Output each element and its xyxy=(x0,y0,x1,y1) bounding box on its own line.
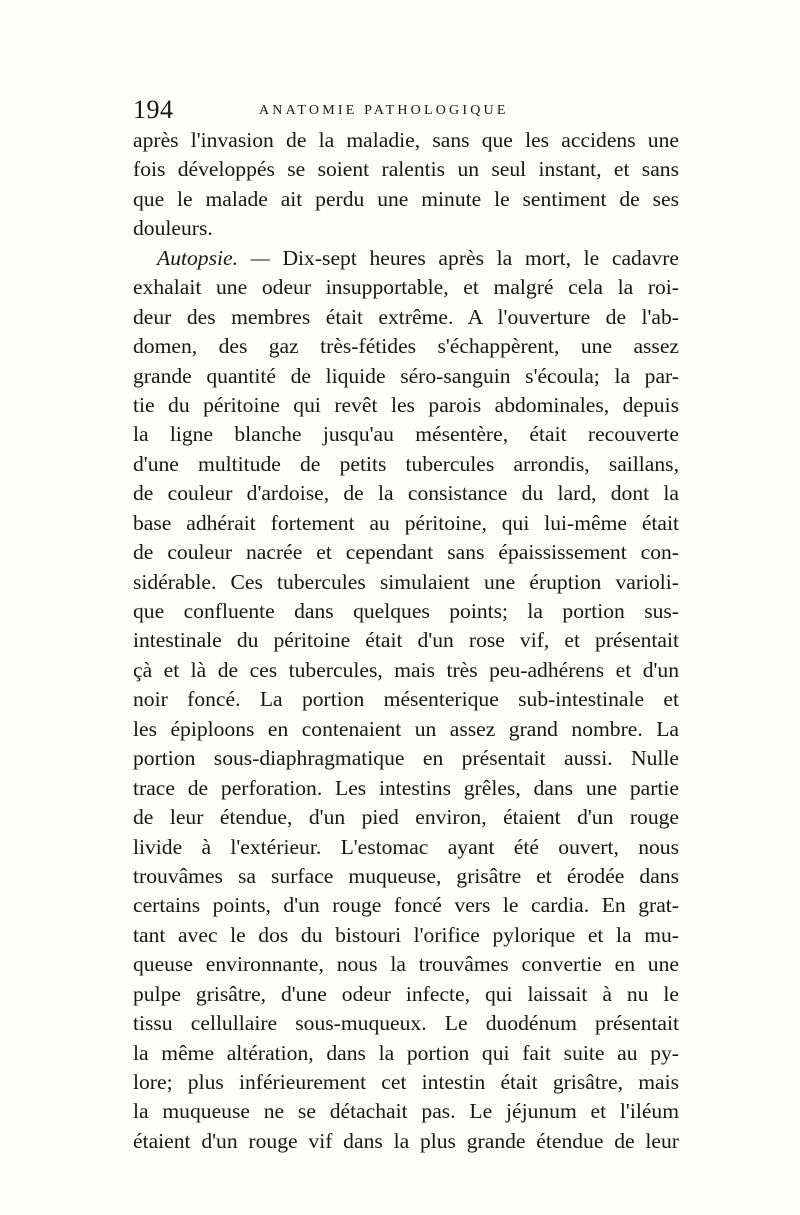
text-line: de leur étendue, d'un pied environ, étaient d'un rouge xyxy=(133,805,679,830)
text-line: livide à l'extérieur. L'estomac ayant été ouvert, nous xyxy=(133,834,679,859)
text-line: sidérable. Ces tubercules simulaient une éruption varioli- xyxy=(133,569,679,594)
body-text xyxy=(133,126,679,1156)
text-line: que confluente dans quelques points; la portion sus- xyxy=(133,599,679,623)
text-line: tie du péritoine qui revêt les parois abdominales, depuis xyxy=(133,392,679,417)
text-line: tant avec le dos du bistouri l'orifice pylorique et la mu- xyxy=(133,922,679,947)
running-title: ANATOMIE PATHOLOGIQUE xyxy=(259,103,509,118)
text-line: de couleur nacrée et cependant sans épaississement con- xyxy=(133,540,679,565)
text-line: la ligne blanche jusqu'au mésentère, était recouverte xyxy=(133,422,679,447)
text-line: fois développés se soient ralentis un seul instant, et sans xyxy=(133,157,679,182)
text-line: que le malade ait perdu une minute le sentiment de ses xyxy=(133,186,679,211)
text-line: après l'invasion de la maladie, sans que les accidens une xyxy=(133,128,679,152)
page-number: 194 xyxy=(133,95,174,124)
text-line: grande quantité de liquide séro-sanguin s'écoula; la par- xyxy=(133,363,679,388)
text-line: certains points, d'un rouge foncé vers le cardia. En grat- xyxy=(133,893,679,918)
text-line: trouvâmes sa surface muqueuse, grisâtre et érodée dans xyxy=(133,863,679,888)
text-line: les épiploons en contenaient un assez grand nombre. La xyxy=(133,716,679,741)
text-line: de couleur d'ardoise, de la consistance du lard, dont la xyxy=(133,481,679,506)
text-line: lore; plus inférieurement cet intestin était grisâtre, mais xyxy=(133,1070,679,1094)
text-line: pulpe grisâtre, d'une odeur infecte, qui laissait à nu le xyxy=(133,981,679,1006)
text-line-autopsie xyxy=(133,244,679,273)
text-line: deur des membres était extrême. A l'ouverture de l'ab- xyxy=(133,304,679,329)
text-line: portion sous-diaphragmatique en présentait aussi. Nulle xyxy=(133,746,679,771)
autopsie-label: Autopsie. — xyxy=(157,245,270,270)
text-line: queuse environnante, nous la trouvâmes convertie en une xyxy=(133,952,679,977)
text-line: çà et là de ces tubercules, mais très peu-adhérens et d'un xyxy=(133,657,679,682)
text-line: base adhérait fortement au péritoine, qui lui-même était xyxy=(133,510,679,535)
text-line: domen, des gaz très-fétides s'échappèrent, une assez xyxy=(133,334,679,359)
text-line: tissu cellullaire sous-muqueux. Le duodénum présentait xyxy=(133,1011,679,1036)
text-line-rest: Dix-sept heures après la mort, le cadavre xyxy=(282,245,679,270)
running-header xyxy=(133,96,679,124)
text-line: la même altération, dans la portion qui fait suite au py- xyxy=(133,1040,679,1065)
text-line: noir foncé. La portion mésenterique sub-intestinale et xyxy=(133,687,679,712)
text-line: étaient d'un rouge vif dans la plus grande étendue de leur xyxy=(133,1128,679,1153)
text-line: la muqueuse ne se détachait pas. Le jéjunum et l'iléum xyxy=(133,1099,679,1124)
text-line: intestinale du péritoine était d'un rose vif, et présentait xyxy=(133,628,679,653)
text-line: d'une multitude de petits tubercules arrondis, saillans, xyxy=(133,451,679,476)
text-line: exhalait une odeur insupportable, et malgré cela la roi- xyxy=(133,275,679,300)
text-line: trace de perforation. Les intestins grêles, dans une partie xyxy=(133,775,679,800)
text-line: douleurs. xyxy=(133,216,213,241)
